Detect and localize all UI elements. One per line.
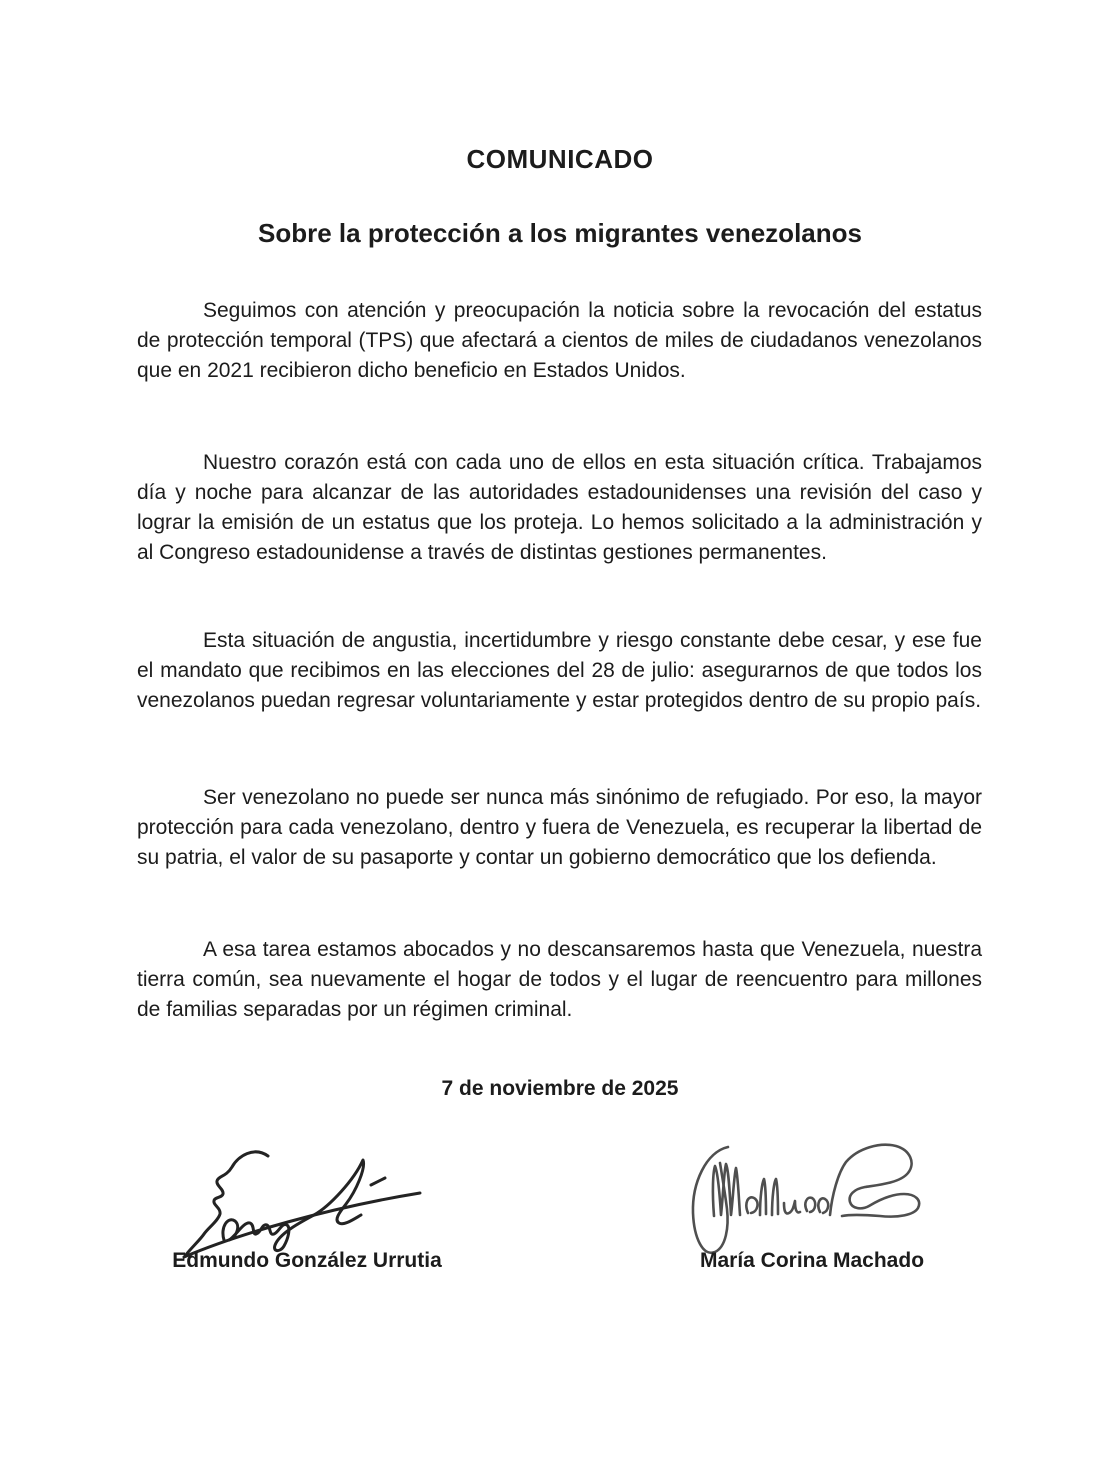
paragraph-2: Nuestro corazón está con cada uno de ellos en esta situación crítica. Trabajamos día y noche para alcanzar de las autoridades estadounidenses una revisión del caso y lograr la emisión de un estatus que los proteja. Lo hemos solicitado a la administración y al Congreso estadounidense a través de distintas gestiones permanentes. [137,451,982,564]
signatory-name-edmundo-gonzalez: Edmundo González Urrutia [172,1249,442,1272]
document-title: COMUNICADO [466,144,654,174]
document-date: 7 de noviembre de 2025 [441,1077,679,1100]
paragraph-5: A esa tarea estamos abocados y no descansaremos hasta que Venezuela, nuestra tierra común, sea nuevamente el hogar de todos y el lugar de reencuentro para millones de familias separadas por un régimen criminal. [137,938,982,1021]
paragraph-4: Ser venezolano no puede ser nunca más sinónimo de refugiado. Por eso, la mayor protección para cada venezolano, dentro y fuera de Venezuela, es recuperar la libertad de su patria, el valor de su pasaporte y contar un gobierno democrático que los defienda. [137,786,982,869]
signatory-name-maria-corina-machado: María Corina Machado [699,1249,925,1272]
paragraph-3: Esta situación de angustia, incertidumbre y riesgo constante debe cesar, y ese fue el mandato que recibimos en las elecciones del 28 de julio: asegurarnos de que todos los venezolanos puedan regresar voluntariamente y estar protegidos dentro de su propio país. [137,629,982,712]
signature-maria-corina-machado-icon [670,1135,950,1265]
paragraph-1: Seguimos con atención y preocupación la noticia sobre la revocación del estatus de protección temporal (TPS) que afectará a cientos de miles de ciudadanos venezolanos que en 2021 recibieron dicho beneficio en Estados Unidos. [137,299,982,382]
document-subtitle: Sobre la protección a los migrantes venezolanos [258,218,862,248]
